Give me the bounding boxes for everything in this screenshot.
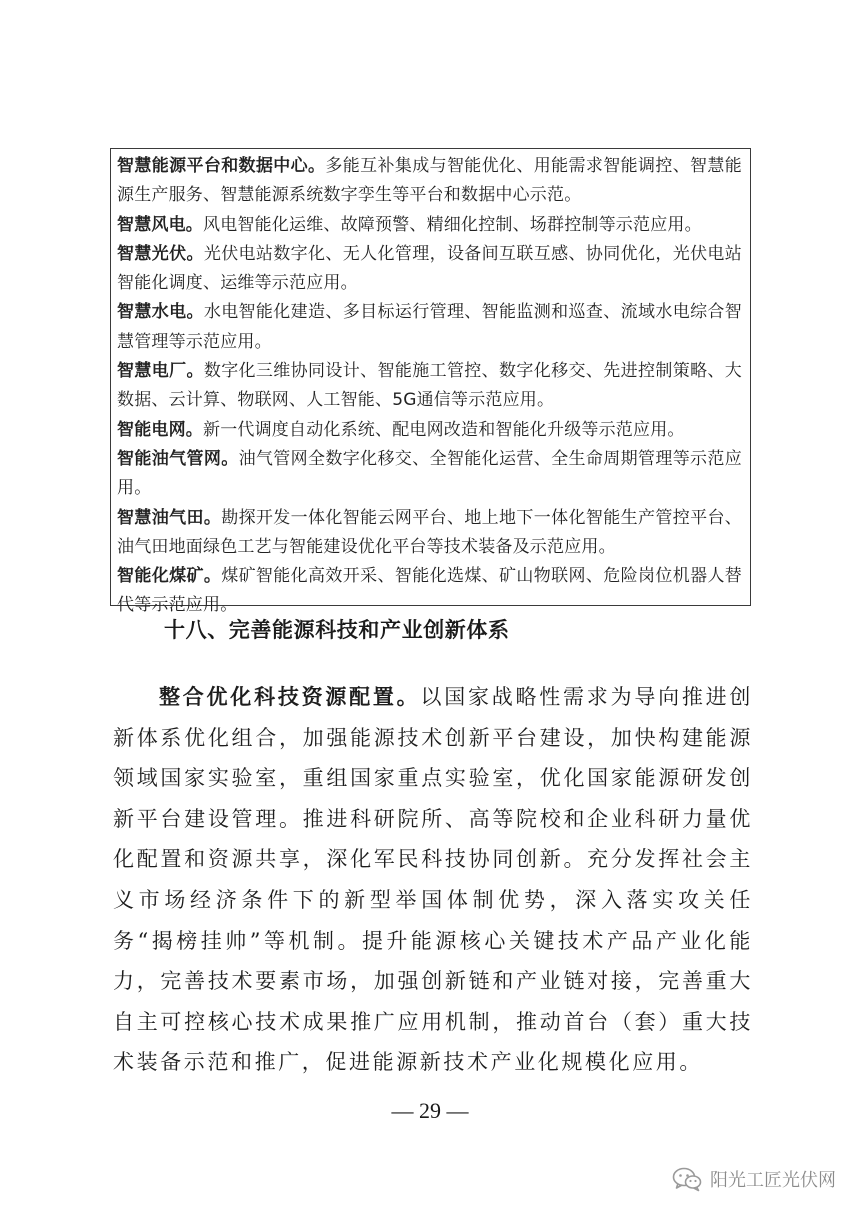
entry-term: 智慧水电。 — [117, 302, 204, 323]
section-heading: 十八、完善能源科技和产业创新体系 — [164, 618, 510, 642]
list-item — [117, 298, 742, 357]
list-item — [117, 357, 742, 416]
demo-applications-box — [110, 148, 751, 616]
entry-text: 油气管网全数字化移交、全智能化运营、全生命周期管理等示范应用。 — [117, 448, 742, 499]
paragraph-text: 以国家战略性需求为导向推进创新体系优化组合，加强能源技术创新平台建设，加快构建能源领域国家实验室，重组国家重点实验室，优化国家能源研发创新平台建设管理。推进科研院所、高等院校和企业科研力量优化配置和资源共享，深化军民科技协同创新。充分发挥社会主义市场经济条件下的新型举国体制优势，深入落实攻关任务“揭榜挂帅”等机制。提升能源核心关键技术产品产业化能力，完善技术要素市场，加强创新链和产业链对接，完善重大自主可控核心技术成果推广应用机制，推动首台（套）重大技术装备示范和推广，促进能源新技术产业化规模化应用。 — [113, 685, 753, 1075]
page-number: — 29 — — [391, 1098, 469, 1123]
entry-text: 勘探开发一体化智能云网平台、地上地下一体化智能生产管控平台、油气田地面绿色工艺与智能建设优化平台等技术装备及示范应用。 — [117, 507, 743, 557]
list-item — [117, 445, 742, 504]
list-item — [117, 562, 742, 621]
body-paragraph — [113, 677, 753, 1083]
entry-term: 智慧能源平台和数据中心。 — [117, 156, 326, 176]
list-item — [117, 416, 742, 445]
watermark-text: 阳光工匠光伏网 — [710, 1170, 836, 1191]
list-item — [117, 240, 742, 299]
entry-term: 智慧风电。 — [117, 214, 203, 235]
entry-term: 智慧电厂。 — [117, 361, 204, 382]
entry-text: 多能互补集成与智能优化、用能需求智能调控、智慧能源生产服务、智慧能源系统数字孪生等平台和数据中心示范。 — [117, 156, 742, 206]
entry-text: 数字化三维协同设计、智能施工管控、数字化移交、先进控制策略、大数据、云计算、物联网、人工智能、5G通信等示范应用。 — [117, 361, 742, 411]
list-item — [117, 152, 742, 211]
entry-term: 智慧油气田。 — [117, 507, 222, 528]
entry-term: 智慧光伏。 — [117, 243, 204, 264]
entry-text: 水电智能化建造、多目标运行管理、智能监测和巡查、流域水电综合智慧管理等示范应用。 — [117, 302, 742, 352]
entry-text: 新一代调度自动化系统、配电网改造和智能化升级等示范应用。 — [203, 419, 685, 440]
entry-text: 光伏电站数字化、无人化管理，设备间互联互感、协同优化，光伏电站智能化调度、运维等示范应用。 — [117, 243, 742, 294]
entry-term: 智能电网。 — [117, 419, 203, 440]
entry-text: 煤矿智能化高效开采、智能化选煤、矿山物联网、危险岗位机器人替代等示范应用。 — [117, 566, 743, 616]
watermark — [672, 1166, 836, 1192]
entry-term: 智能化煤矿。 — [117, 566, 222, 587]
list-item — [117, 211, 742, 240]
list-item — [117, 504, 742, 563]
entry-text: 风电智能化运维、故障预警、精细化控制、场群控制等示范应用。 — [203, 214, 702, 235]
wechat-icon — [672, 1166, 702, 1192]
paragraph-lead: 整合优化科技资源配置。 — [159, 684, 421, 709]
entry-term: 智能油气管网。 — [117, 448, 239, 469]
